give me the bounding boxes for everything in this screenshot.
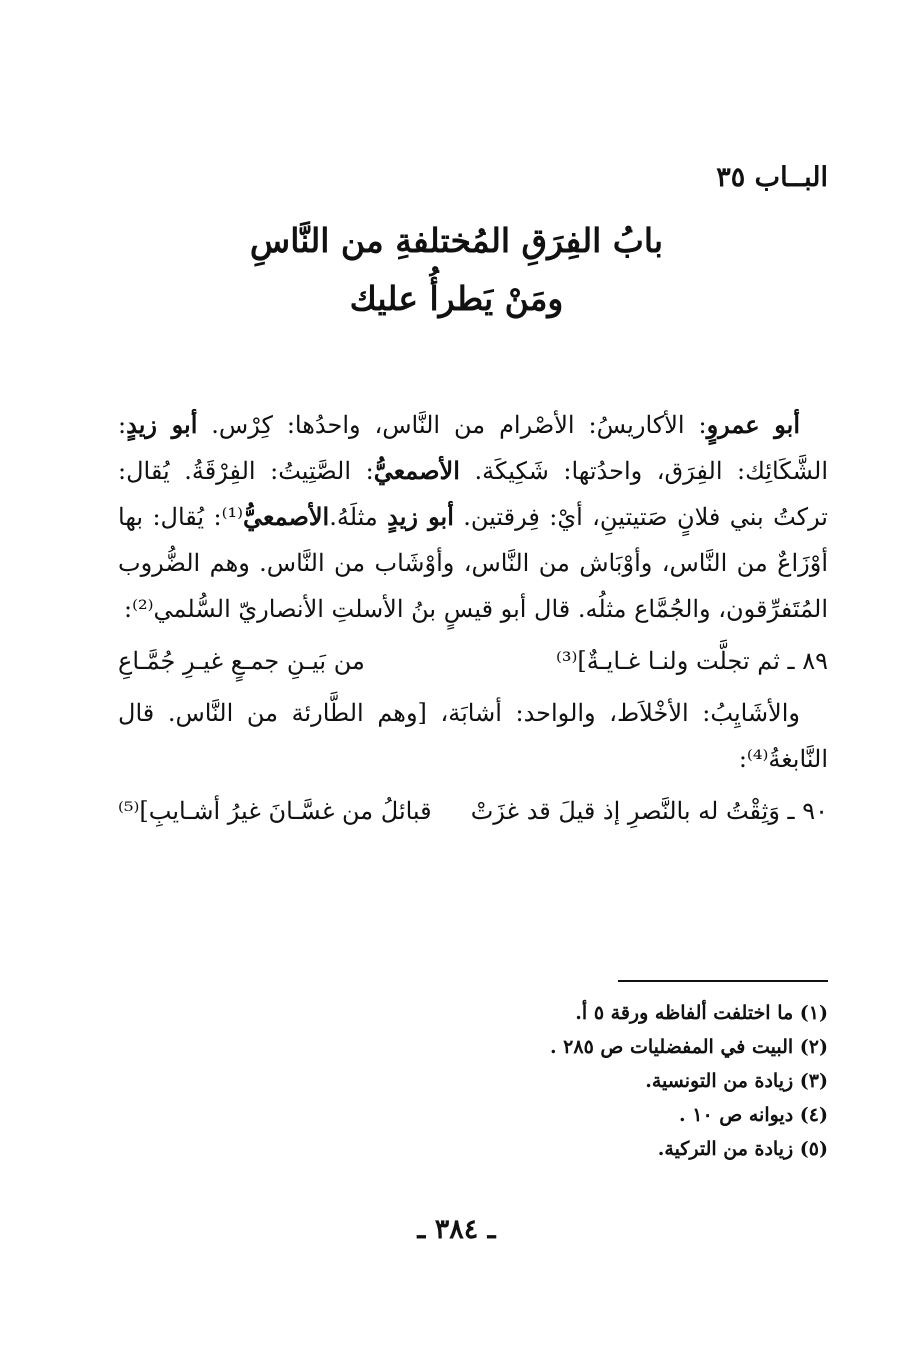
footnote-4: (٤) ديوانه ص ١٠ . bbox=[679, 1104, 828, 1126]
title-line-2: ومَنْ يَطرأُ عليك bbox=[349, 279, 564, 318]
footnote-1: (١) ما اختلفت ألفاظه ورقة ٥ أ. bbox=[575, 1002, 828, 1024]
footnote-2: (٢) البيت في المفضليات ص ٢٨٥ . bbox=[549, 1036, 828, 1058]
chapter-title bbox=[120, 212, 793, 328]
paragraph-text: : الشَّكَائِك: الفِرَق، واحدُتها: شَكِيكَة. bbox=[118, 411, 828, 485]
footnotes bbox=[328, 996, 828, 1166]
verse-89-second-hemistich: من بَيـنِ جمـعٍ غيـرِ جُمَّـاعِ bbox=[118, 647, 365, 675]
narrator-name: الأصمعيُّ bbox=[373, 456, 460, 485]
paragraph-text: مثلَهُ. bbox=[329, 503, 388, 531]
paragraph-text: : الصَّتِيتُ: الفِرْقَةُ. يُقال: تركتُ بني فلانٍ صَتيتينِ، أيْ: فِرقتين. bbox=[118, 457, 828, 531]
verse-90-first-hemistich: ٩٠ ـ وَثِقْتُ له بالنَّصرِ إذ قيلَ قد غزَتْ bbox=[470, 797, 828, 825]
verse-90 bbox=[118, 788, 828, 834]
chapter-label: البــاب ٣٥ bbox=[716, 162, 828, 193]
title-line-1: بابُ الفِرَقِ المُختلفةِ من النَّاسِ bbox=[249, 221, 664, 260]
narrator-name: أبو زيدٍ bbox=[126, 410, 198, 439]
footnote-5: (٥) زيادة من التركية. bbox=[657, 1138, 828, 1160]
footnote-3: (٣) زيادة من التونسية. bbox=[645, 1070, 828, 1092]
paragraph-text: : الأكاريسُ: الأصْرام من النَّاس، واحدُها: كِرْس. bbox=[197, 411, 707, 439]
paragraph-text: ⁽¹⁾: يُقال: بها أوْزَاعٌ من النَّاس، وأوْبَاش من النَّاس، وأوْشَاب من النَّاس. وهم الضُّروب المُتَفرِّقون، والجُمَّاع مثلُه. قال أبو قيسٍ بنُ الأسلتِ الأنصاريّ السُّلمي⁽²⁾: bbox=[118, 503, 828, 623]
main-text bbox=[118, 402, 828, 840]
narrator-name: أبو عمروٍ bbox=[706, 410, 800, 439]
page-number: ـ ٣٨٤ ـ bbox=[417, 1214, 496, 1245]
paragraph-2: والأشَايِبُ: الأخْلاَط، والواحد: أشابَة، [وهم الطَّارئة من النَّاس. قال النَّابغةُ⁽⁴⁾: bbox=[118, 699, 828, 773]
verse-89-first-hemistich: ٨٩ ـ ثم تجلَّت ولنـا غـايـةٌ]⁽³⁾ bbox=[555, 647, 828, 675]
narrator-name: الأصمعيُّ bbox=[243, 502, 330, 531]
verse-90-second-hemistich: قبائلُ من غسَّـانَ غيرُ أشـايبِ]⁽⁵⁾ bbox=[118, 797, 432, 825]
paragraph-1 bbox=[118, 402, 828, 632]
verse-89 bbox=[118, 638, 828, 684]
footnote-separator bbox=[618, 980, 828, 982]
narrator-name: أبو زيدٍ bbox=[387, 502, 454, 531]
